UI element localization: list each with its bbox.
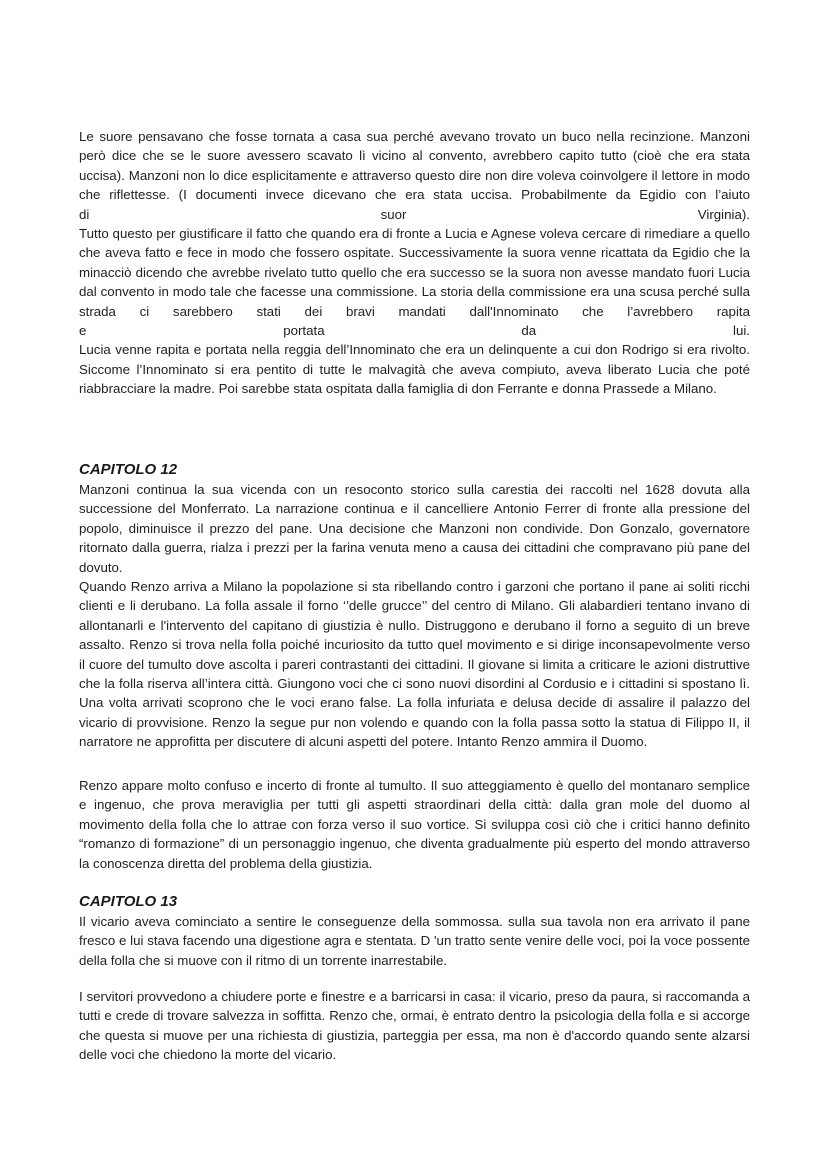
- intro-paragraph-3: [79, 340, 750, 398]
- chapter-12-heading: CAPITOLO 12: [79, 461, 178, 478]
- chapter-12-paragraph-2: Quando Renzo arriva a Milano la popolazione si sta ribellando contro i garzoni che portano il pane ai soliti ricchi clienti e li derubano. La folla assale il forno ‘’delle grucce’’ del centro di Milano. Gli alabardieri tentano invano di allontanarli e l'intervento del capitano di giustizia è nullo. Distruggono e derubano il forno a seguito di un breve assalto. Renzo si trova nella folla poiché incuriosito da tutto quel movimento e si dirige inconsapevolmente verso il cuore del tumulto dove ascolta i pareri contrastanti dei cittadini. Il giovane si limita a criticare le azioni distruttive che la folla riserva all’intera città. Giungono voci che ci sono nuovi disordini al Cordusio e i cittadini si spostano lì. Una volta arrivati scoprono che le voci erano false. La folla infuriata e delusa decide di assalire il palazzo del vicario di provvisione. Renzo la segue pur non volendo e quando con la folla passa sotto la statua di Filippo II, il narratore ne approfitta per discutere di alcuni aspetti del potere. Intanto Renzo ammira il Duomo.: [79, 579, 750, 750]
- intro-text-4: e portata da lui.: [79, 323, 750, 339]
- intro-text-3: Tutto questo per giustificare il fatto che quando era di fronte a Lucia e Agnese voleva cercare di rimediare a quello che aveva fatto e fece in modo che fossero ospitate. Successivamente la suora venne ricattata da Egidio che la minacciò dicendo che avrebbe rivelato tutto quello che era successo se la suora non avesse mandato fuori Lucia dal convento in modo tale che facesse una commissione. La storia della commissione era una scusa perché sulla strada ci sarebbero stati dei bravi mandati dall'Innominato che l’avrebbero rapita: [79, 226, 750, 319]
- intro-paragraph-2: [79, 224, 750, 340]
- chapter-12-paragraph-3: Renzo appare molto confuso e incerto di fronte al tumulto. Il suo atteggiamento è quello del montanaro semplice e ingenuo, che prova meraviglia per tutti gli aspetti straordinari della città: dalla gran mole del duomo al movimento della folla che lo attrae con forza verso il suo vortice. Si sviluppa così ciò che i critici hanno definito “romanzo di formazione” di un personaggio ingenuo, che diventa gradualmente più esperto del mondo attraverso la conoscenza diretta del problema della giustizia.: [79, 778, 750, 871]
- intro-text-5: Lucia venne rapita e portata nella reggia dell’Innominato che era un delinquente a cui don Rodrigo si era rivolto. Siccome l’Innominato si era pentito di tutte le malvagità che aveva compiuto, aveva liberato Lucia che poté riabbracciare la madre. Poi sarebbe stata ospitata dalla famiglia di don Ferrante e donna Prassede a Milano.: [79, 342, 750, 397]
- intro-text-2: di suor Virginia).: [79, 206, 750, 222]
- chapter-13-paragraph-2: I servitori provvedono a chiudere porte e finestre e a barricarsi in casa: il vicario, preso da paura, si raccomanda a tutti e crede di trovare salvezza in soffitta. Renzo che, ormai, è entrato dentro la psicologia della folla e si accorge che questa si muove per una richiesta di giustizia, parteggia per essa, ma non è d'accordo quando sente alzarsi delle voci che chiedono la morte del vicario.: [79, 989, 750, 1063]
- intro-text-1: Le suore pensavano che fosse tornata a casa sua perché avevano trovato un buco nella recinzione. Manzoni però dice che se le suore avessero scavato lì vicino al convento, avrebbero capito tutto (cioè che era stata uccisa). Manzoni non lo dice esplicitamente e attraverso questo dire non dire voleva coinvolgere il lettore in modo che riflettesse. (I documenti invece dicevano che era stata uccisa. Probabilmente da Egidio con l’aiuto: [79, 129, 750, 203]
- chapter-13-paragraph-1: Il vicario aveva cominciato a sentire le conseguenze della sommossa. sulla sua tavola non era arrivato il pane fresco e lui stava facendo una digestione agra e stentata. D 'un tratto sente venire delle voci, poi la voce possente della folla che si muove con il ritmo di un torrente inarrestabile.: [79, 914, 750, 968]
- chapter-12-conclusion: [79, 776, 750, 873]
- chapter-13-continuation: [79, 987, 750, 1065]
- intro-paragraph-1: [79, 127, 750, 224]
- chapter-13-section: [79, 892, 750, 970]
- intro-section: [79, 127, 750, 399]
- chapter-13-heading: CAPITOLO 13: [79, 893, 178, 910]
- chapter-12-section: [79, 460, 750, 752]
- chapter-12-paragraph-1: Manzoni continua la sua vicenda con un resoconto storico sulla carestia dei raccolti nel 1628 dovuta alla successione del Monferrato. La narrazione continua e il cancelliere Antonio Ferrer di fronte alla pressione del popolo, diminuisce il prezzo del pane. Una decisione che Manzoni non condivide. Don Gonzalo, governatore ritornato dalla guerra, rialza i prezzi per la farina venuta meno a causa dei cittadini che compravano più pane del dovuto.: [79, 482, 750, 575]
